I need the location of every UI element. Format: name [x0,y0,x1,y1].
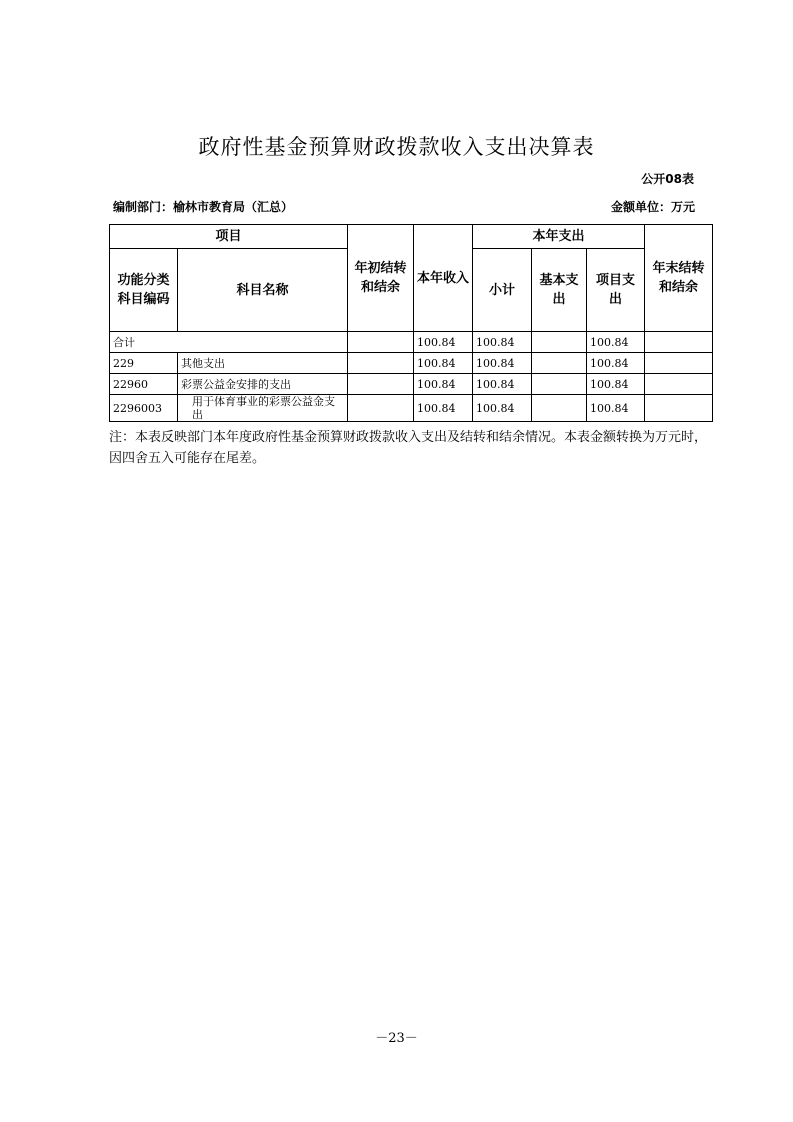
table-row [110,395,713,422]
cell-end [645,374,713,395]
cell-basic [532,353,587,374]
unit-label: 金额单位：万元 [610,200,695,214]
cell-subtotal: 100.84 [473,332,532,353]
table-row [110,374,713,395]
header-func-code: 功能分类科目编码 [110,249,178,332]
header-basic: 基本支出 [532,249,587,332]
department-label: 编制部门：榆林市教育局（汇总） [113,200,294,214]
footnote: 注：本表反映部门本年度政府性基金预算财政拨款收入支出及结转和结余情况。本表金额转换为万元时，因四舍五入可能存在尾差。 [109,430,708,466]
cell-begin [348,395,414,422]
cell-end [645,395,713,422]
cell-income: 100.84 [414,374,473,395]
cell-name: 其他支出 [178,353,348,374]
cell-income: 100.84 [414,332,473,353]
table-number: 公开08表 [641,172,694,186]
table-row [110,332,713,353]
cell-begin [348,332,414,353]
page-title: 政府性基金预算财政拨款收入支出决算表 [198,135,595,159]
header-expense: 本年支出 [473,225,645,249]
header-income: 本年收入 [414,225,473,332]
cell-subtotal: 100.84 [473,353,532,374]
cell-subtotal: 100.84 [473,374,532,395]
cell-end [645,353,713,374]
header-project: 项目 [110,225,348,249]
header-subject-name: 科目名称 [178,249,348,332]
cell-project: 100.84 [587,332,645,353]
cell-project: 100.84 [587,395,645,422]
cell-income: 100.84 [414,353,473,374]
cell-name: 彩票公益金安排的支出 [178,374,348,395]
table-row [110,353,713,374]
page-number: －23－ [375,1031,418,1046]
cell-code: 2296003 [110,395,178,422]
cell-basic [532,395,587,422]
cell-income: 100.84 [414,395,473,422]
cell-basic [532,332,587,353]
header-begin-balance: 年初结转和结余 [348,225,414,332]
cell-begin [348,374,414,395]
header-subtotal: 小计 [473,249,532,332]
cell-code: 22960 [110,374,178,395]
header-project-exp: 项目支出 [587,249,645,332]
cell-code: 229 [110,353,178,374]
cell-subtotal: 100.84 [473,395,532,422]
cell-name: 用于体育事业的彩票公益金支出 [178,395,348,422]
cell-project: 100.84 [587,353,645,374]
header-end-balance: 年末结转和结余 [645,225,713,332]
cell-basic [532,374,587,395]
cell-project: 100.84 [587,374,645,395]
cell-code: 合计 [110,332,348,353]
meta-row [113,198,695,215]
cell-begin [348,353,414,374]
budget-table [109,224,713,422]
cell-end [645,332,713,353]
